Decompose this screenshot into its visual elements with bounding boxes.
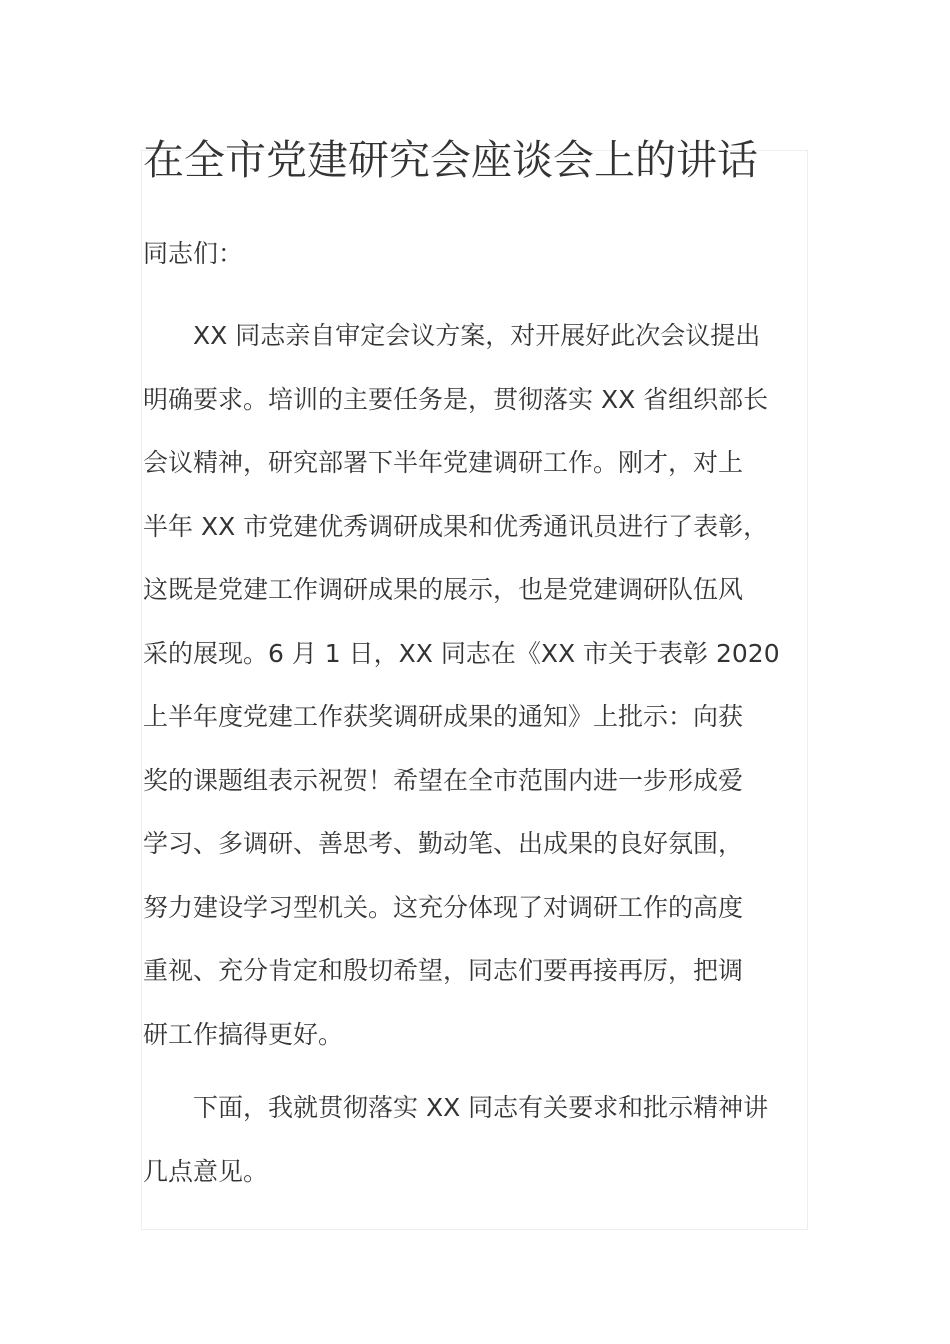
paragraph-line: 这既是党建工作调研成果的展示，也是党建调研队伍风: [143, 575, 744, 604]
paragraph-line: 明确要求。培训的主要任务是，贯彻落实 XX 省组织部长: [143, 384, 769, 414]
paragraph-line: 努力建设学习型机关。这充分体现了对调研工作的高度: [143, 892, 744, 922]
paragraph-line: 会议精神，研究部署下半年党建调研工作。刚才，对上: [143, 448, 744, 477]
paragraph-line: 半年 XX 市党建优秀调研成果和优秀通讯员进行了表彰，: [143, 511, 769, 541]
paragraph-line: 下面，我就贯彻落实 XX 同志有关要求和批示精神讲: [193, 1093, 769, 1122]
paragraph-line: 几点意见。: [143, 1156, 269, 1186]
paragraph-line: 研工作搞得更好。: [143, 1019, 344, 1049]
salutation: 同志们：: [143, 239, 244, 268]
paragraph-line: XX 同志亲自审定会议方案，对开展好此次会议提出: [193, 321, 761, 350]
document-title: 在全市党建研究会座谈会上的讲话: [143, 136, 758, 184]
paragraph-line: 采的展现。6 月 1 日，XX 同志在《XX 市关于表彰 2020: [143, 638, 780, 668]
paragraph-line: 奖的课题组表示祝贺！希望在全市范围内进一步形成爱: [143, 765, 744, 795]
paragraph-1: [143, 314, 807, 1076]
paragraph-line: 重视、充分肯定和殷切希望，同志们要再接再厉，把调: [143, 956, 744, 985]
paragraph-line: 学习、多调研、善思考、勤动笔、出成果的良好氛围，: [143, 829, 744, 858]
paragraph-line: 上半年度党建工作获奖调研成果的通知》上批示：向获: [143, 702, 744, 731]
paragraph-2: [143, 1086, 807, 1213]
